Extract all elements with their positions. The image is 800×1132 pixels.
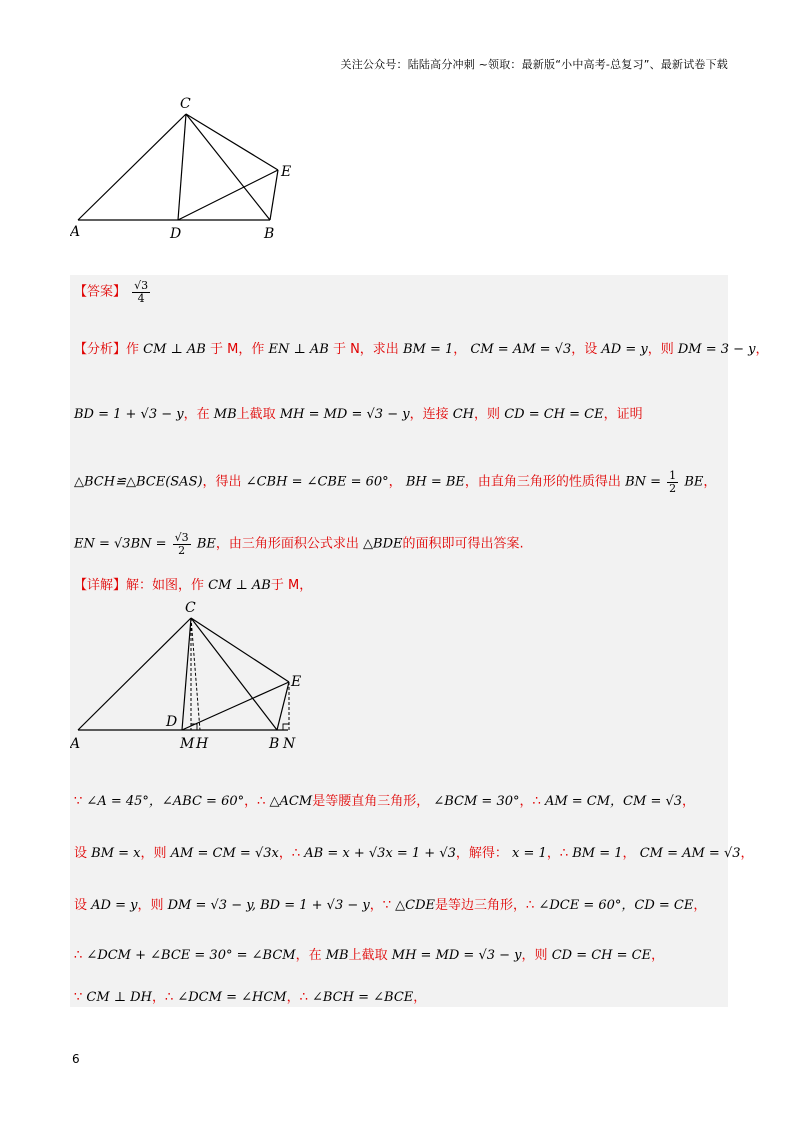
segment-de xyxy=(182,682,289,730)
label-a: A xyxy=(70,224,81,240)
segment-ac xyxy=(78,114,186,220)
label-e: E xyxy=(281,164,292,180)
analysis-line-3: △BCH≌△BCE(SAS)，得出 ∠CBH = ∠CBE = 60°， BH = BE，由直角三角形的性质得出 BN = $\frac{1}{2}$ BE， xyxy=(74,469,717,495)
analysis-line-2: BD = 1 + √3 − y，在 MB上截取 MH = MD = √3 − y，连接 CH，则 CD = CH = CE，证明 xyxy=(74,407,643,422)
label-d: D xyxy=(166,714,178,730)
geometry-figure-2 xyxy=(70,598,310,758)
detail-line-4: ∴ ∠DCM + ∠BCE = 30° = ∠BCM，在 MB上截取 MH = MD = √3 − y，则 CD = CH = CE， xyxy=(74,948,665,963)
segment-cd xyxy=(182,618,191,730)
detail-intro: 【详解】解：如图，作 CM ⊥ AB于 M， xyxy=(74,578,313,593)
detail-line-3: 设 AD = y，则 DM = √3 − y, BD = 1 + √3 − y，∵ △CDE是等边三角形，∴ ∠DCE = 60°，CD = CE， xyxy=(74,898,707,913)
segment-be xyxy=(270,170,278,220)
dashed-ch xyxy=(191,618,200,730)
geometry-figure-1 xyxy=(70,92,310,242)
segment-de xyxy=(178,170,278,220)
segment-cd xyxy=(178,114,186,220)
fraction-root3-over-2: $\frac{√3}{2}$ xyxy=(174,531,189,557)
label-c: C xyxy=(180,96,191,112)
detail-line-1: ∵ ∠A = 45°，∠ABC = 60°，∴ △ACM是等腰直角三角形， ∠BCM = 30°，∴ AM = CM，CM = √3， xyxy=(74,794,696,809)
page-header: 关注公众号：陆陆高分冲刺 ~领取：最新版“小中高考-总复习”、最新试卷下载 xyxy=(340,58,728,71)
label-d: D xyxy=(170,226,182,242)
label-b: B xyxy=(269,736,280,752)
fraction-half: $\frac{1}{2}$ xyxy=(669,469,677,495)
label-e: E xyxy=(291,674,302,690)
label-n: N xyxy=(283,736,296,752)
label-m: M xyxy=(180,736,195,752)
segment-cb xyxy=(186,114,270,220)
label-a: A xyxy=(70,736,81,752)
label-b: B xyxy=(264,226,275,242)
detail-line-5: ∵ CM ⊥ DH，∴ ∠DCM = ∠HCM，∴ ∠BCH = ∠BCE， xyxy=(74,990,427,1005)
answer-fraction: $\frac{√3}{4}$ xyxy=(134,279,149,305)
detail-line-2: 设 BM = x，则 AM = CM = √3x，∴ AB = x + √3x = 1 + √3，解得： x = 1，∴ BM = 1， CM = AM = √3， xyxy=(74,846,754,861)
page-number: 6 xyxy=(72,1052,80,1066)
segment-be xyxy=(277,682,289,730)
right-angle-n xyxy=(283,724,289,730)
analysis-line-4: EN = √3BN = $\frac{√3}{2}$ BE，由三角形面积公式求出 △BDE的面积即可得出答案. xyxy=(74,531,524,557)
segment-ce xyxy=(186,114,278,170)
analysis-line-1: 【分析】作 CM ⊥ AB 于 M，作 EN ⊥ AB 于 N，求出 BM = 1， CM = AM = √3，设 AD = y，则 DM = 3 − y， xyxy=(74,342,769,357)
segment-ce xyxy=(191,618,289,682)
label-h: H xyxy=(196,736,209,752)
answer-line xyxy=(74,280,152,304)
segment-cb xyxy=(191,618,277,730)
answer-tag: 【答案】 xyxy=(74,284,127,300)
label-c: C xyxy=(185,600,196,616)
